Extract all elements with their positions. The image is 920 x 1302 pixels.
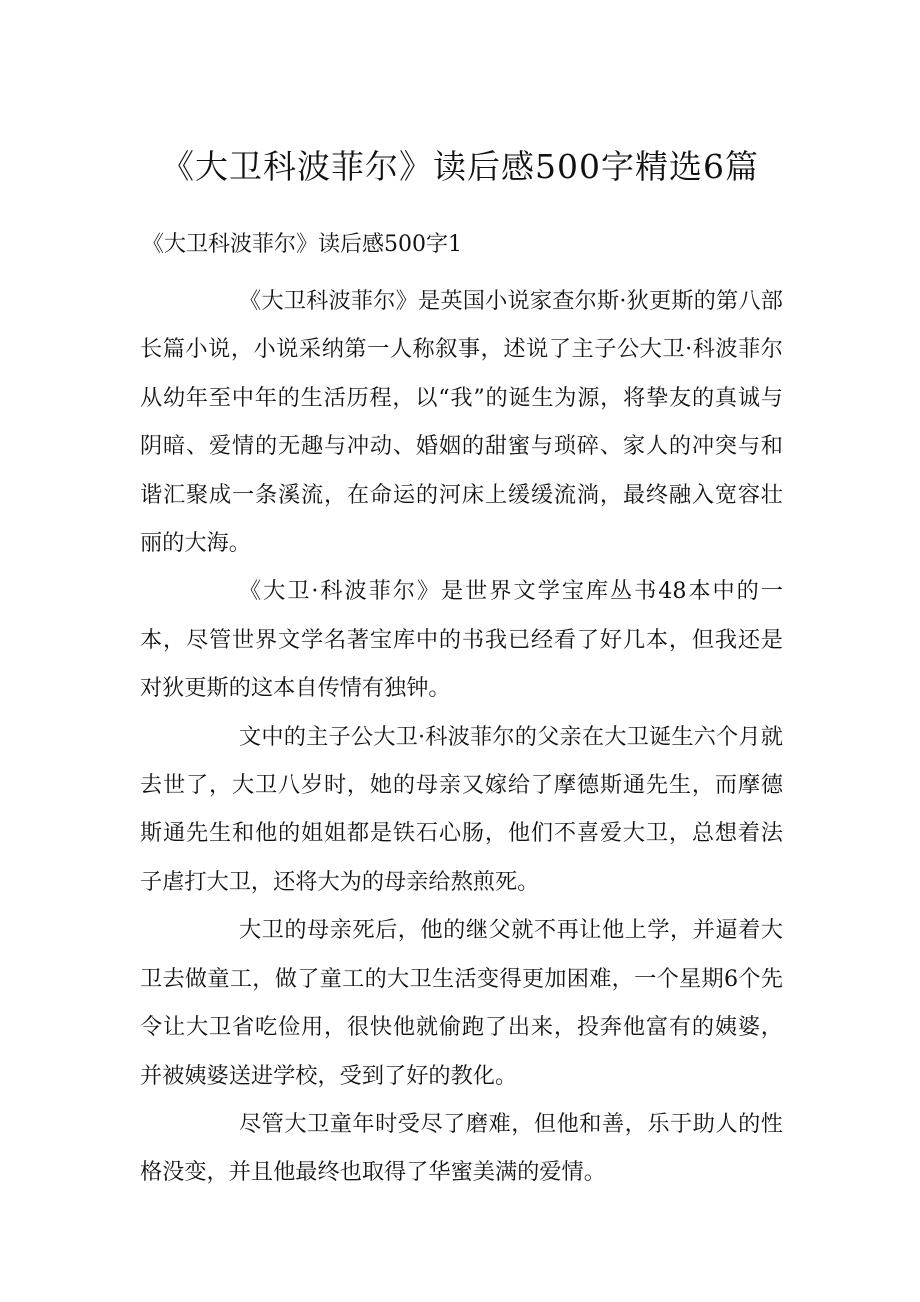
section-heading: 《大卫科波菲尔》读后感500字1 — [142, 232, 462, 257]
paragraph-4: 大卫的母亲死后，他的继父就不再让他上学，并逼着大卫去做童工，做了童工的大卫生活变得更加困难，一个星期6个先令让大卫省吃俭用，很快他就偷跑了出来，投奔他富有的姨婆，并被姨婆送进学校，受到了好的教化。 — [140, 917, 783, 1089]
paragraph-2: 《大卫·科波菲尔》是世界文学宝库丛书48本中的一本，尽管世界文学名著宝库中的书我已经看了好几本，但我还是对狄更斯的这本自传情有独钟。 — [140, 578, 783, 702]
article-body — [140, 277, 783, 1197]
paragraph-5: 尽管大卫童年时受尽了磨难，但他和善，乐于助人的性格没变，并且他最终也取得了华蜜美满的爱情。 — [140, 1110, 783, 1186]
document-title: 《大卫科波菲尔》读后感500字精选6篇 — [161, 147, 759, 186]
paragraph-3: 文中的主子公大卫·科波菲尔的父亲在大卫诞生六个月就去世了，大卫八岁时，她的母亲又嫁给了摩德斯通先生，而摩德斯通先生和他的姐姐都是铁石心肠，他们不喜爱大卫，总想着法子虐打大卫，还将大为的母亲给熬煎死。 — [140, 723, 783, 895]
paragraph-1: 《大卫科波菲尔》是英国小说家查尔斯·狄更斯的第八部长篇小说，小说采纳第一人称叙事，述说了主子公大卫·科波菲尔从幼年至中年的生活历程，以“我”的诞生为源，将挚友的真诚与阴暗、爱情的无趣与冲动、婚姻的甜蜜与琐碎、家人的冲突与和谐汇聚成一条溪流，在命运的河床上缓缓流淌，最终融入宽容壮丽的大海。 — [140, 288, 783, 557]
